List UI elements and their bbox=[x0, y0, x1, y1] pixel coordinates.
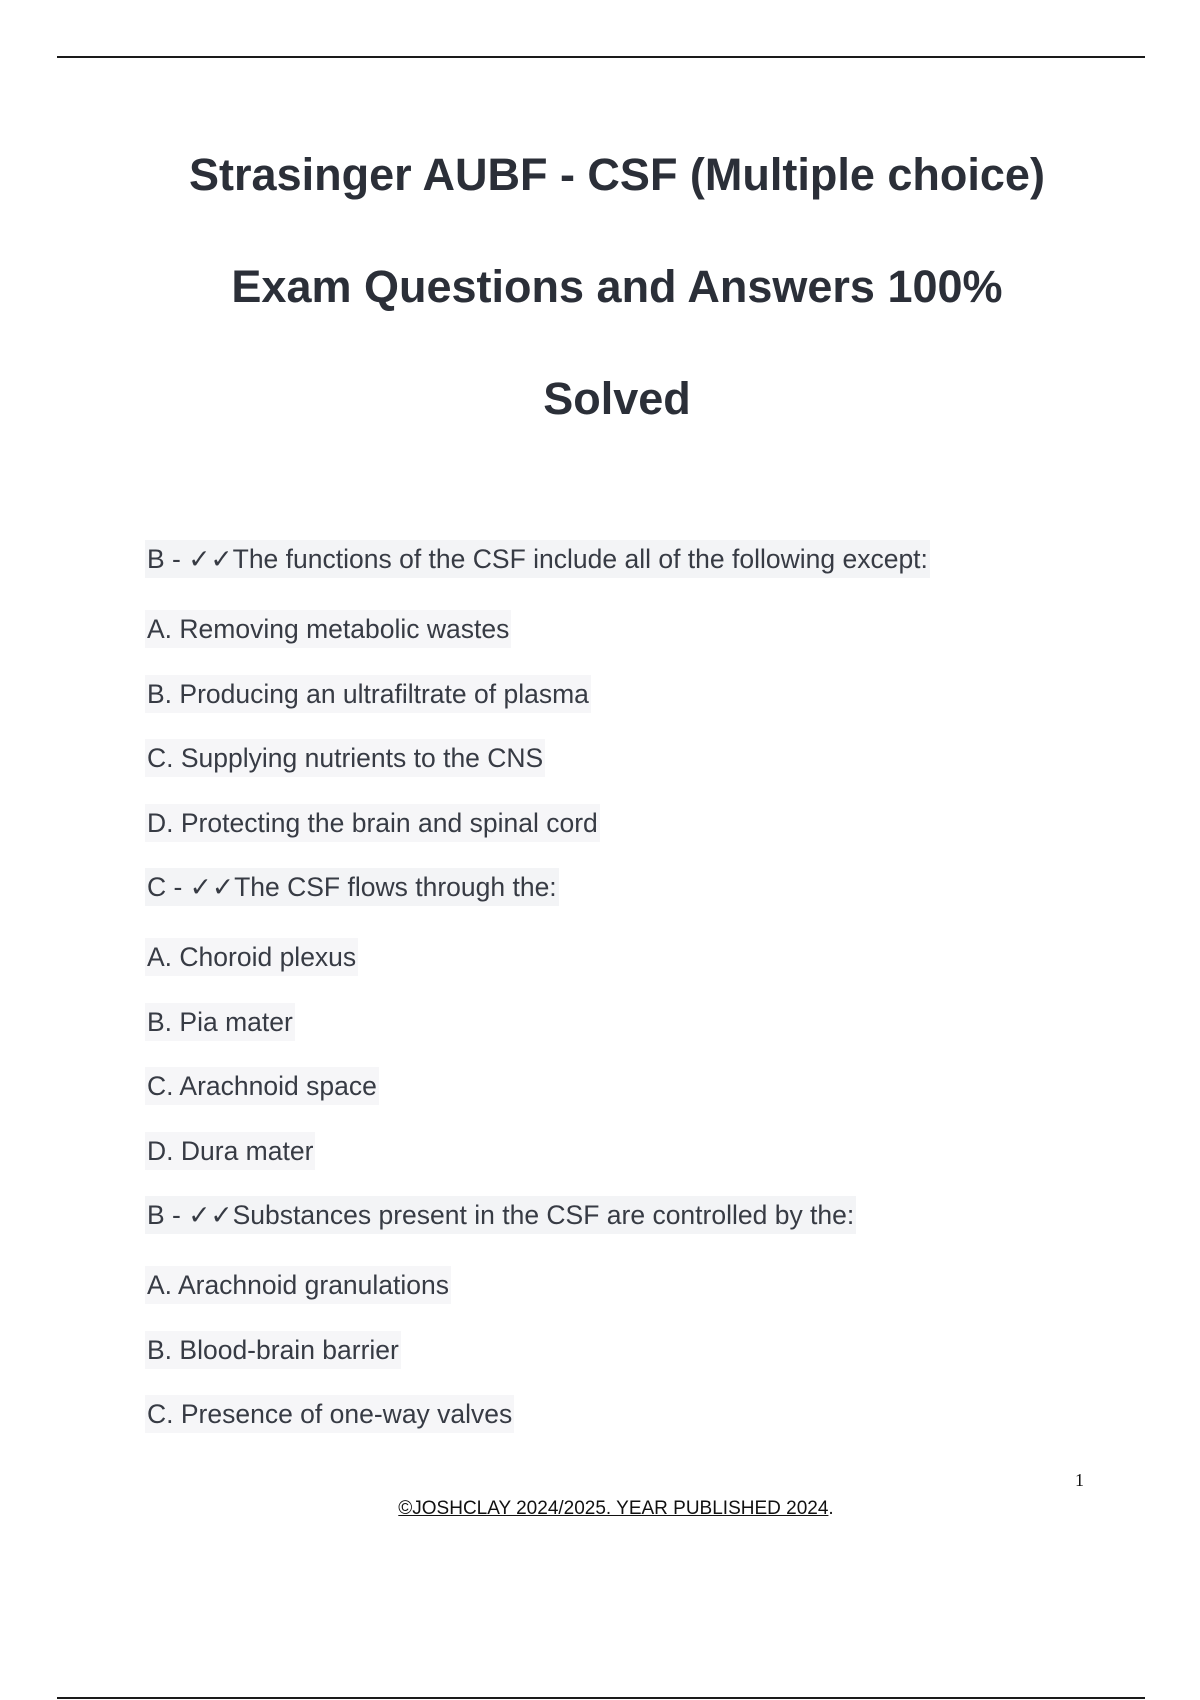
option-text: B. Producing an ultrafiltrate of plasma bbox=[145, 675, 591, 713]
answer-option bbox=[145, 739, 1045, 804]
option-text: C. Arachnoid space bbox=[145, 1067, 379, 1105]
answer-option bbox=[145, 1003, 1045, 1068]
question-list bbox=[145, 540, 1045, 1460]
answer-option bbox=[145, 1395, 1045, 1460]
top-rule bbox=[57, 56, 1145, 58]
answer-option bbox=[145, 1067, 1045, 1132]
option-text: A. Removing metabolic wastes bbox=[145, 610, 511, 648]
option-text: A. Choroid plexus bbox=[145, 938, 358, 976]
option-text: D. Dura mater bbox=[145, 1132, 315, 1170]
document-title bbox=[57, 125, 1177, 461]
bottom-rule bbox=[57, 1697, 1145, 1699]
answer-option bbox=[145, 1331, 1045, 1396]
question-text: C - ✓✓The CSF flows through the: bbox=[145, 868, 559, 906]
copyright-period: . bbox=[828, 1498, 834, 1519]
title-line: Strasinger AUBF - CSF (Multiple choice) bbox=[189, 149, 1045, 200]
answer-option bbox=[145, 1266, 1045, 1331]
answer-option bbox=[145, 1132, 1045, 1197]
answer-option bbox=[145, 675, 1045, 740]
option-text: A. Arachnoid granulations bbox=[145, 1266, 451, 1304]
option-text: D. Protecting the brain and spinal cord bbox=[145, 804, 600, 842]
copyright-footer bbox=[0, 1498, 1200, 1520]
title-line: Solved bbox=[543, 373, 691, 424]
answer-option bbox=[145, 610, 1045, 675]
option-text: C. Supplying nutrients to the CNS bbox=[145, 739, 545, 777]
question-item bbox=[145, 868, 1045, 938]
question-item bbox=[145, 1196, 1045, 1266]
copyright-text: ©JOSHCLAY 2024/2025. YEAR PUBLISHED 2024 bbox=[398, 1498, 829, 1519]
answer-option bbox=[145, 938, 1045, 1003]
question-text: B - ✓✓Substances present in the CSF are controlled by the: bbox=[145, 1196, 856, 1234]
option-text: C. Presence of one-way valves bbox=[145, 1395, 514, 1433]
page-number: 1 bbox=[1075, 1470, 1084, 1490]
title-line: Exam Questions and Answers 100% bbox=[231, 261, 1003, 312]
question-item bbox=[145, 540, 1045, 610]
answer-option bbox=[145, 804, 1045, 869]
option-text: B. Blood-brain barrier bbox=[145, 1331, 401, 1369]
option-text: B. Pia mater bbox=[145, 1003, 295, 1041]
question-text: B - ✓✓The functions of the CSF include all of the following except: bbox=[145, 540, 930, 578]
